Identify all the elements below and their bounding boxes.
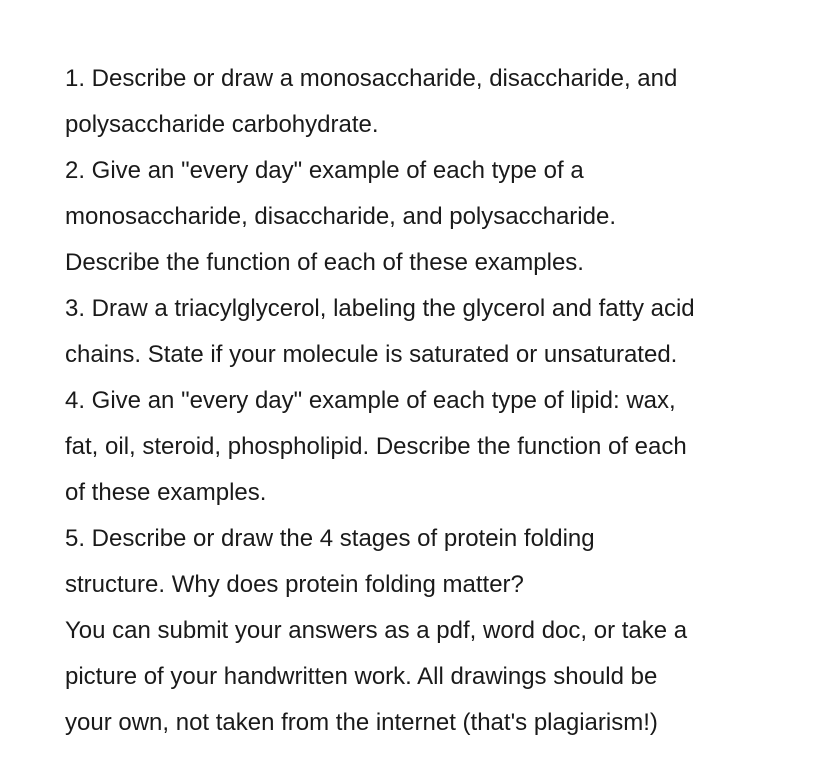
question-1 [65,56,805,148]
submission-note-line-3: your own, not taken from the internet (that's plagiarism!) [65,709,658,736]
submission-note [65,608,805,746]
question-3 [65,286,805,378]
question-2-line-1: 2. Give an "every day" example of each type of a [65,157,584,184]
question-2-line-3: Describe the function of each of these examples. [65,249,584,276]
question-5-line-2: structure. Why does protein folding matter? [65,571,524,598]
question-3-line-2: chains. State if your molecule is saturated or unsaturated. [65,341,678,368]
question-4-line-3: of these examples. [65,479,267,506]
question-4-line-2: fat, oil, steroid, phospholipid. Describe the function of each [65,433,687,460]
question-5 [65,516,805,608]
question-1-line-1: 1. Describe or draw a monosaccharide, disaccharide, and [65,65,678,92]
question-2 [65,148,805,286]
assignment-document [65,56,805,746]
submission-note-line-2: picture of your handwritten work. All drawings should be [65,663,658,690]
question-3-line-1: 3. Draw a triacylglycerol, labeling the glycerol and fatty acid [65,295,695,322]
question-4-line-1: 4. Give an "every day" example of each type of lipid: wax, [65,387,676,414]
question-2-line-2: monosaccharide, disaccharide, and polysaccharide. [65,203,616,230]
submission-note-line-1: You can submit your answers as a pdf, word doc, or take a [65,617,688,644]
question-4 [65,378,805,516]
question-5-line-1: 5. Describe or draw the 4 stages of protein folding [65,525,595,552]
question-1-line-2: polysaccharide carbohydrate. [65,111,379,138]
